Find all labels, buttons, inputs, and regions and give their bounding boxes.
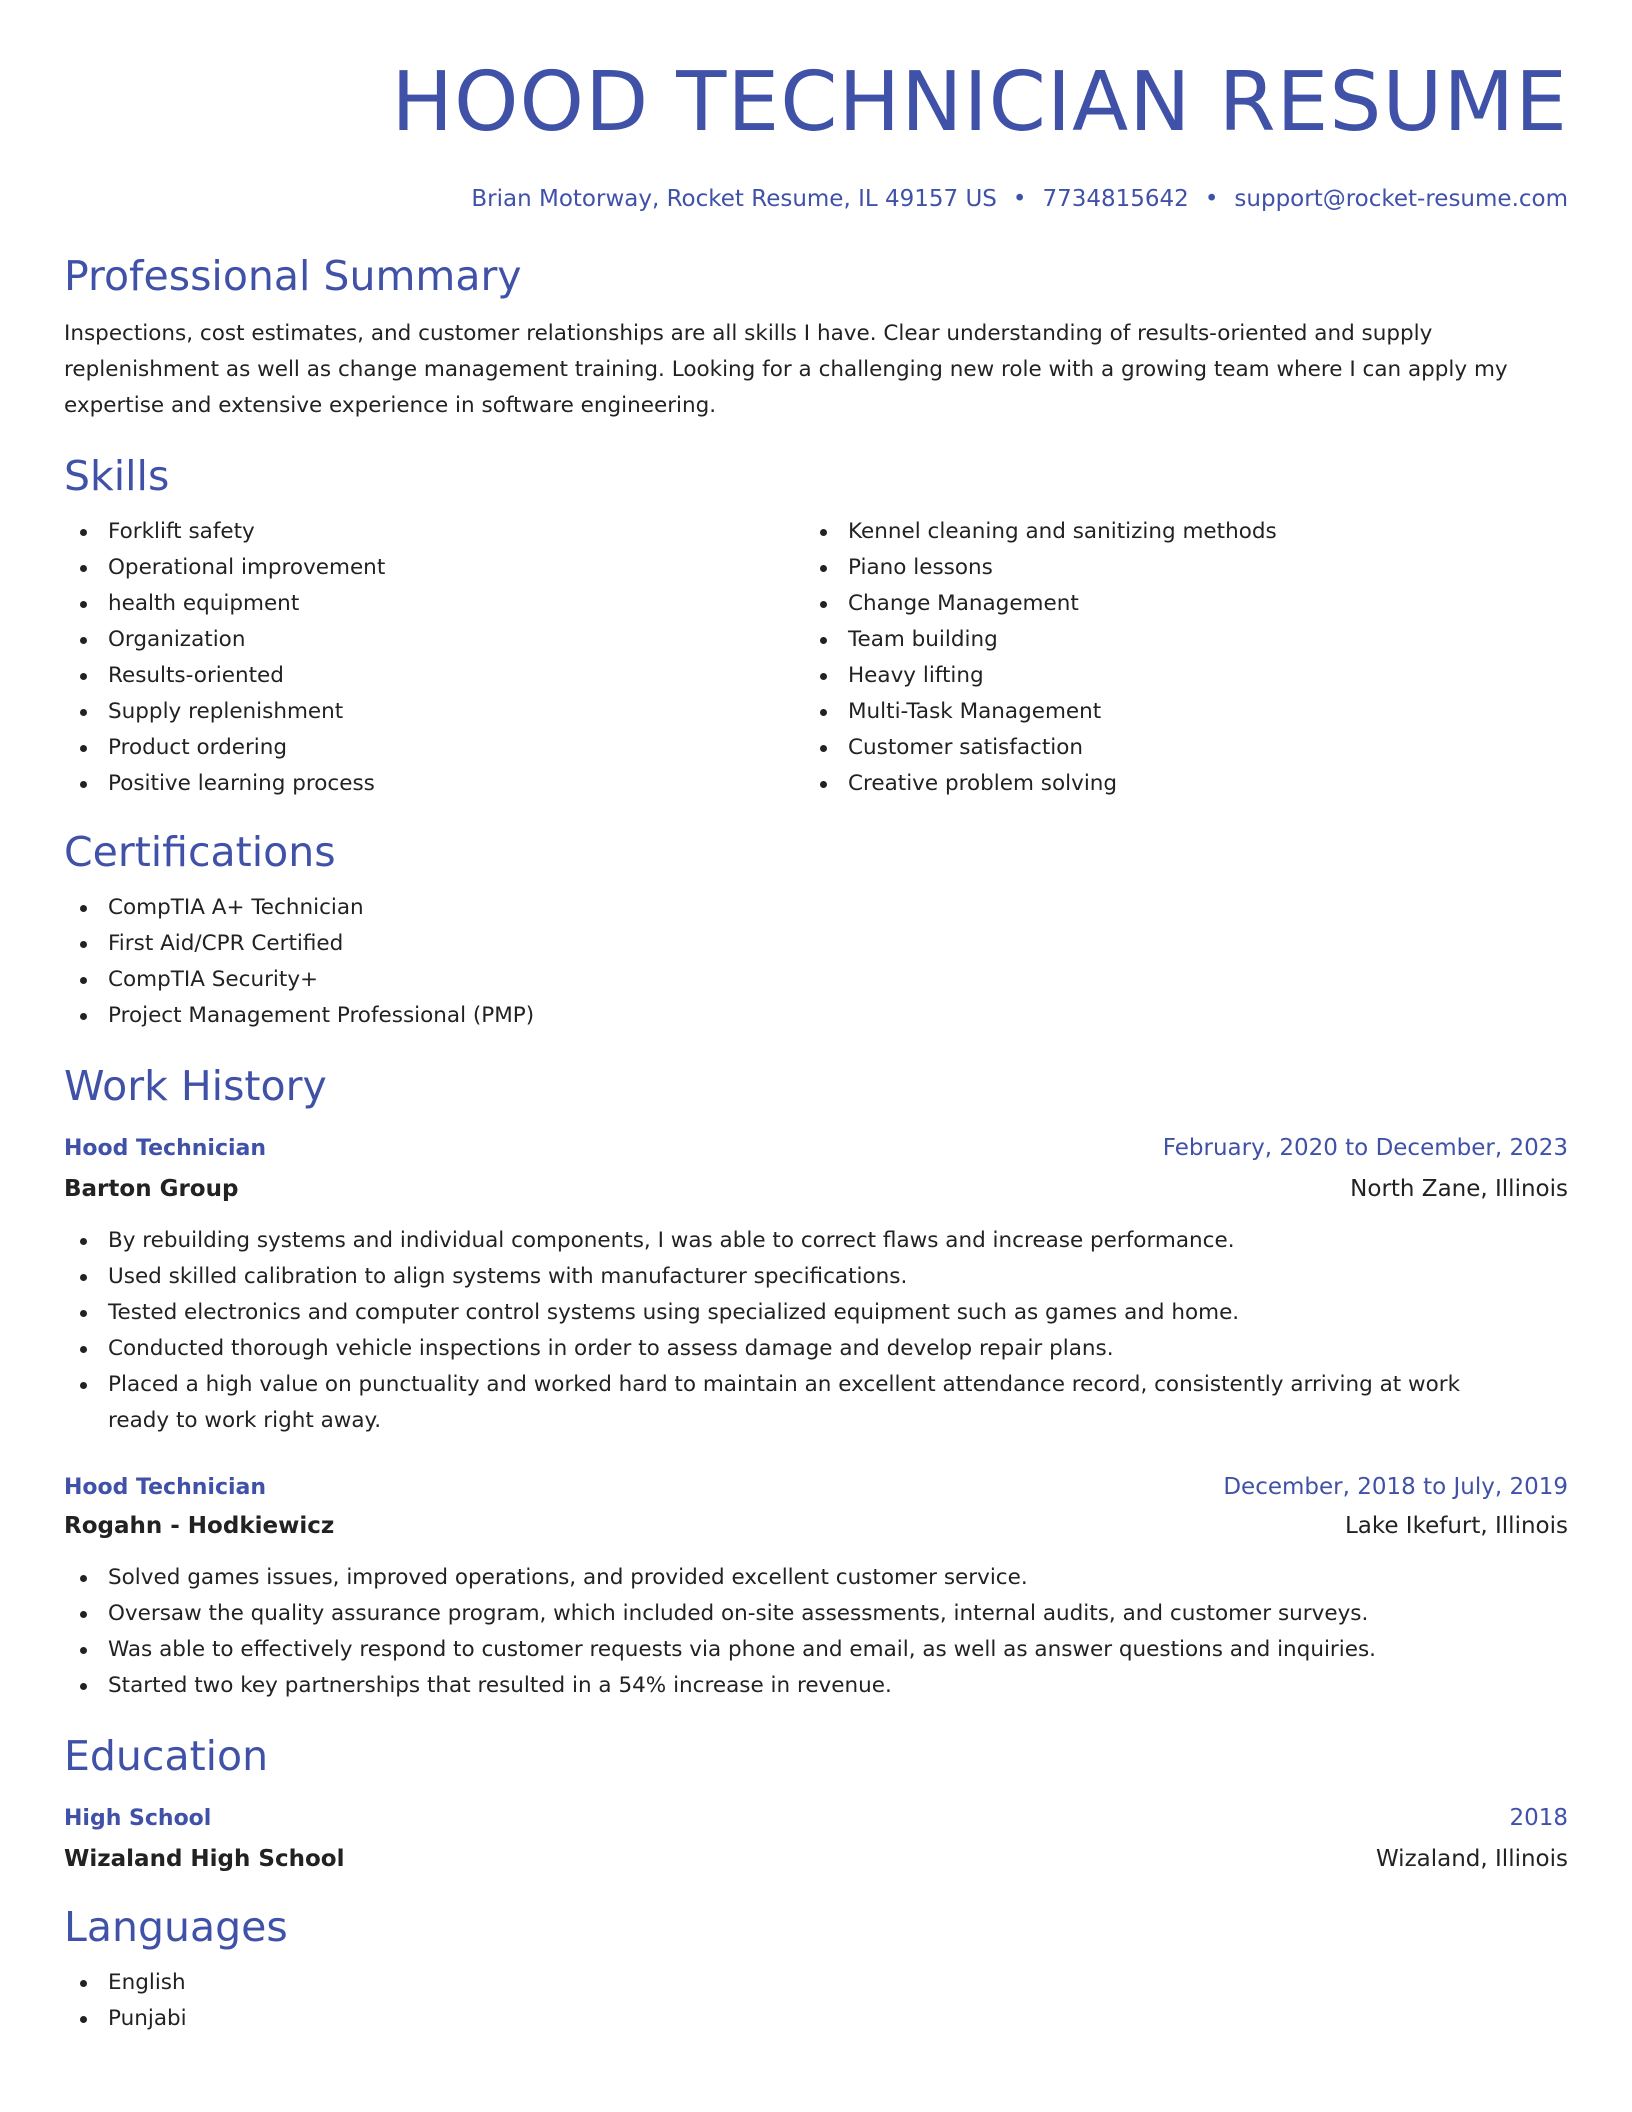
job-bullet: Conducted thorough vehicle inspections in order to assess damage and develop repair plans. bbox=[64, 1331, 1568, 1367]
job-company-row bbox=[64, 1171, 1568, 1207]
job-header-row bbox=[64, 1469, 1568, 1506]
job-dates: December, 2018 to July, 2019 bbox=[1223, 1474, 1568, 1500]
job-location: Lake Ikefurt, Illinois bbox=[1344, 1513, 1568, 1539]
contact-line bbox=[64, 184, 1568, 214]
job-bullet: Oversaw the quality assurance program, which included on-site assessments, internal audits, and customer surveys. bbox=[64, 1596, 1568, 1632]
skill-item: Piano lessons bbox=[804, 550, 1544, 586]
skill-item: Organization bbox=[64, 622, 804, 658]
job-bullet: Was able to effectively respond to customer requests via phone and email, as well as answer questions and inquiries. bbox=[64, 1632, 1568, 1668]
skill-item: health equipment bbox=[64, 586, 804, 622]
contact-phone[interactable]: 7734815642 bbox=[1042, 186, 1189, 212]
education-year: 2018 bbox=[1509, 1805, 1568, 1831]
job-location: North Zane, Illinois bbox=[1350, 1176, 1568, 1202]
education-heading: Education bbox=[64, 1732, 269, 1780]
education-school: Wizaland High School bbox=[64, 1846, 345, 1872]
job-entry bbox=[64, 1469, 1568, 1704]
languages-list bbox=[64, 1965, 1568, 2037]
skills-list-right bbox=[804, 514, 1544, 802]
skill-item: Supply replenishment bbox=[64, 694, 804, 730]
certification-item: Project Management Professional (PMP) bbox=[64, 998, 1568, 1034]
job-bullets bbox=[64, 1560, 1568, 1704]
skill-item: Team building bbox=[804, 622, 1544, 658]
job-bullets bbox=[64, 1223, 1568, 1439]
certification-item: CompTIA Security+ bbox=[64, 962, 1568, 998]
skill-item: Forklift safety bbox=[64, 514, 804, 550]
contact-address: Brian Motorway, Rocket Resume, IL 49157 US bbox=[471, 186, 997, 212]
contact-separator: • bbox=[1204, 186, 1219, 212]
contact-separator: • bbox=[1012, 186, 1027, 212]
job-bullet: Started two key partnerships that resulted in a 54% increase in revenue. bbox=[64, 1668, 1568, 1704]
certification-item: First Aid/CPR Certified bbox=[64, 926, 1568, 962]
job-entry bbox=[64, 1130, 1568, 1439]
job-bullet: Solved games issues, improved operations, and provided excellent customer service. bbox=[64, 1560, 1568, 1596]
skill-item: Creative problem solving bbox=[804, 766, 1544, 802]
education-header-row bbox=[64, 1800, 1568, 1837]
language-item: English bbox=[64, 1965, 1568, 2001]
skill-item: Product ordering bbox=[64, 730, 804, 766]
skill-item: Customer satisfaction bbox=[804, 730, 1544, 766]
job-bullet: Used skilled calibration to align systems with manufacturer specifications. bbox=[64, 1259, 1568, 1295]
contact-email[interactable]: support@rocket-resume.com bbox=[1234, 186, 1568, 212]
job-company-row bbox=[64, 1508, 1568, 1544]
education-school-row bbox=[64, 1841, 1568, 1877]
skills-list-left bbox=[64, 514, 804, 802]
job-company: Rogahn - Hodkiewicz bbox=[64, 1513, 335, 1539]
skills-heading: Skills bbox=[64, 452, 170, 500]
job-title: Hood Technician bbox=[64, 1136, 267, 1161]
job-bullet: Placed a high value on punctuality and worked hard to maintain an excellent attendance record, consistently arriving at work ready to work right away. bbox=[64, 1367, 1568, 1439]
skill-item: Kennel cleaning and sanitizing methods bbox=[804, 514, 1544, 550]
summary-heading: Professional Summary bbox=[64, 252, 522, 300]
education-entry bbox=[64, 1800, 1568, 1877]
language-item: Punjabi bbox=[64, 2001, 1568, 2037]
summary-text: Inspections, cost estimates, and customer relationships are all skills I have. Clear understanding of results-oriented and supply replenishment as well as change management training. Looking for a challenging new role with a growing team where I can apply my expertise and extensive experience in software engineering. bbox=[64, 321, 1508, 418]
certifications-list bbox=[64, 890, 1568, 1034]
education-location: Wizaland, Illinois bbox=[1375, 1846, 1568, 1872]
skill-item: Multi-Task Management bbox=[804, 694, 1544, 730]
job-bullet: By rebuilding systems and individual components, I was able to correct flaws and increase performance. bbox=[64, 1223, 1568, 1259]
job-bullet: Tested electronics and computer control systems using specialized equipment such as games and home. bbox=[64, 1295, 1568, 1331]
skill-item: Operational improvement bbox=[64, 550, 804, 586]
skill-item: Positive learning process bbox=[64, 766, 804, 802]
skill-item: Change Management bbox=[804, 586, 1544, 622]
skill-item: Heavy lifting bbox=[804, 658, 1544, 694]
languages-heading: Languages bbox=[64, 1903, 288, 1951]
work-history-heading: Work History bbox=[64, 1062, 327, 1110]
job-header-row bbox=[64, 1130, 1568, 1167]
skills-grid bbox=[64, 514, 1568, 802]
certification-item: CompTIA A+ Technician bbox=[64, 890, 1568, 926]
skill-item: Results-oriented bbox=[64, 658, 804, 694]
certifications-heading: Certifications bbox=[64, 828, 336, 876]
job-dates: February, 2020 to December, 2023 bbox=[1162, 1135, 1568, 1161]
job-company: Barton Group bbox=[64, 1176, 239, 1202]
resume-title: HOOD TECHNICIAN RESUME bbox=[391, 55, 1568, 150]
job-title: Hood Technician bbox=[64, 1475, 267, 1500]
education-degree: High School bbox=[64, 1806, 212, 1831]
